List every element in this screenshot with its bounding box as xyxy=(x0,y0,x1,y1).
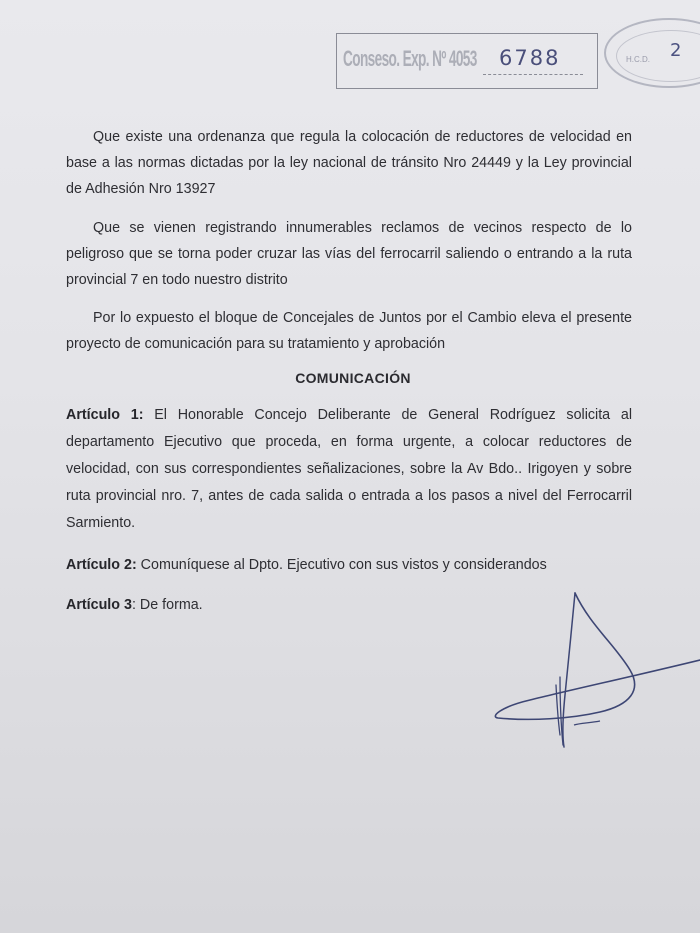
article-1-sep: : xyxy=(138,407,144,423)
signature xyxy=(490,585,700,755)
paragraph-proposal: Por lo expuesto el bloque de Concejales de Juntos por el Cambio eleva el presente proyecto de comunicación para su tratamiento y aprobación xyxy=(66,310,632,352)
stamp-number: 6788 xyxy=(499,46,561,70)
article-3-label: Artículo 3 xyxy=(66,597,132,613)
paragraph-ordinance: Que existe una ordenanza que regula la colocación de reductores de velocidad en base a las normas dictadas por la ley nacional de tránsito Nro 24449 y la Ley provincial de Adhesión Nro 13927 xyxy=(66,129,632,197)
article-3-sep: : xyxy=(131,597,136,613)
article-1 xyxy=(66,402,632,537)
article-1-label: Artículo 1 xyxy=(66,407,139,423)
article-2-label: Artículo 2 xyxy=(66,557,132,573)
paragraph-complaints: Que se vienen registrando innumerables reclamos de vecinos respecto de lo peligroso que se torna poder cruzar las vías del ferrocarril saliendo o entrando a la ruta provincial 7 en todo nuestro distrito xyxy=(66,220,632,288)
article-1-text: El Honorable Concejo Deliberante de General Rodríguez solicita al departamento Ejecutivo que proceda, en forma urgente, a colocar reductores de velocidad, con sus correspondientes señalizaciones, sobre la Av Bdo.. Irigoyen y sobre ruta provincial nro. 7, antes de cada salida o entrada a los pasos a nivel del Ferrocarril Sarmiento. xyxy=(66,407,633,531)
article-2-text: Comuníquese al Dpto. Ejecutivo con sus vistos y considerandos xyxy=(136,557,547,573)
stamp-underline xyxy=(483,74,583,75)
folio-number: 2 xyxy=(670,40,682,61)
stamp-printed-text: Conseso. Exp. Nº 4053 xyxy=(343,46,477,71)
article-3-text: De forma. xyxy=(135,597,203,613)
seal-text: H.C.D. xyxy=(626,55,650,64)
section-heading: COMUNICACIÓN xyxy=(295,370,411,386)
article-2-sep: : xyxy=(131,557,137,573)
file-stamp xyxy=(336,33,598,89)
article-2 xyxy=(66,552,632,579)
